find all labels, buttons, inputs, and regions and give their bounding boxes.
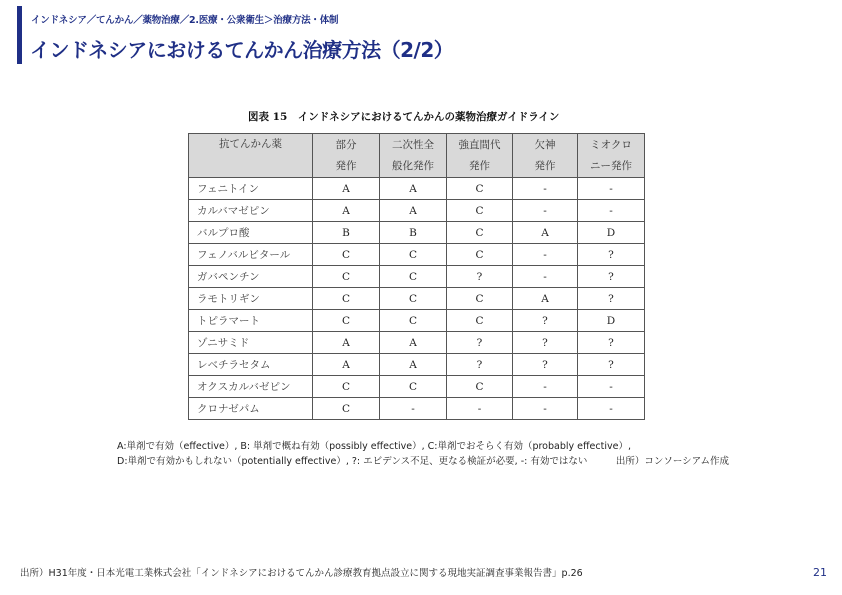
rating-cell: - [578,398,645,420]
page-number: 21 [813,566,827,579]
rating-cell: C [380,266,447,288]
breadcrumb: インドネシア／てんかん／薬物治療／2.医療・公衆衛生＞治療方法・体制 [31,15,339,26]
rating-cell: - [513,178,578,200]
rating-cell: D [578,310,645,332]
rating-cell: B [313,222,380,244]
rating-cell: A [380,354,447,376]
rating-cell: C [313,266,380,288]
rating-cell: C [313,398,380,420]
drug-name-cell: トピラマート [189,310,313,332]
table-row [189,398,645,420]
rating-cell: - [513,244,578,266]
column-header-line-1: 抗てんかん薬 [219,138,282,150]
column-header-line-2: 発作 [469,159,490,172]
rating-cell: ? [447,332,513,354]
footer-source: 出所）H31年度・日本光電工業株式会社「インドネシアにおけるてんかん診療教育拠点設立に関する現地実証調査事業報告書」p.26 [20,568,583,579]
column-header-line-1: 二次性全 [392,138,434,151]
rating-cell: C [447,288,513,310]
legend-note [117,439,777,469]
table-body [189,178,645,420]
column-header-line-1: 強直間代 [458,138,501,151]
drug-name-cell: クロナゼパム [189,398,313,420]
rating-cell: C [447,222,513,244]
drug-name-cell: ガバペンチン [189,266,313,288]
rating-cell: ? [578,244,645,266]
rating-cell: A [513,222,578,244]
rating-cell: C [313,288,380,310]
table-row [189,332,645,354]
rating-cell: C [313,310,380,332]
rating-cell: C [447,310,513,332]
drug-name-cell: フェノバルビタール [189,244,313,266]
rating-cell: A [313,200,380,222]
column-header-drug [189,134,313,178]
rating-cell: - [513,398,578,420]
rating-cell: - [447,398,513,420]
column-header-line-2: 発作 [335,159,357,172]
rating-cell: - [578,200,645,222]
rating-cell: A [380,332,447,354]
table-header-row [189,134,645,178]
column-header-line-2: 発作 [534,159,556,172]
rating-cell: C [447,200,513,222]
drug-name-cell: レベチラセタム [189,354,313,376]
column-header-line-1: 欠神 [534,138,556,151]
rating-cell: ? [513,332,578,354]
rating-cell: - [513,376,578,398]
table-row [189,354,645,376]
rating-cell: C [313,376,380,398]
rating-cell: ? [513,354,578,376]
drug-name-cell: オクスカルバゼピン [189,376,313,398]
rating-cell: - [578,376,645,398]
rating-cell: A [313,178,380,200]
rating-cell: C [313,244,380,266]
column-header-line-1: 部分 [335,138,357,151]
rating-cell: C [447,178,513,200]
rating-cell: A [513,288,578,310]
title-accent-bar [17,6,22,64]
page-title: インドネシアにおけるてんかん治療方法（2/2） [30,38,454,62]
rating-cell: ? [578,354,645,376]
rating-cell: - [513,266,578,288]
rating-cell: C [380,376,447,398]
rating-cell: C [447,376,513,398]
rating-cell: ? [578,332,645,354]
rating-cell: C [380,244,447,266]
table-row [189,310,645,332]
rating-cell: C [380,288,447,310]
column-header-line-2: 般化発作 [392,159,434,172]
rating-cell: A [313,354,380,376]
table-row [189,244,645,266]
drug-guideline-table [188,133,645,420]
column-header [380,134,447,178]
rating-cell: C [447,244,513,266]
column-header [313,134,380,178]
rating-cell: D [578,222,645,244]
drug-name-cell: バルプロ酸 [189,222,313,244]
rating-cell: B [380,222,447,244]
drug-name-cell: フェニトイン [189,178,313,200]
table-row [189,200,645,222]
table-row [189,266,645,288]
rating-cell: - [513,200,578,222]
table-row [189,178,645,200]
legend-line-2: D:単剤で有効かもしれない（potentially effective）, ?: エビデンス不足、更なる検証が必要, -: 有効ではない 出所）コンソーシアム作成 [117,456,730,467]
legend-line-1: A:単剤で有効（effective）, B: 単剤で概ね有効（possibly effective）, C:単剤でおそらく有効（probably effective）, [117,441,631,452]
column-header [513,134,578,178]
rating-cell: - [380,398,447,420]
table-row [189,376,645,398]
rating-cell: A [313,332,380,354]
rating-cell: ? [578,266,645,288]
column-header-line-1: ミオクロ [590,138,632,151]
column-header [447,134,513,178]
column-header [578,134,645,178]
rating-cell: ? [513,310,578,332]
drug-name-cell: ラモトリギン [189,288,313,310]
rating-cell: ? [578,288,645,310]
drug-name-cell: カルバマゼピン [189,200,313,222]
rating-cell: ? [447,354,513,376]
drug-name-cell: ゾニサミド [189,332,313,354]
rating-cell: C [380,310,447,332]
figure-caption: 図表 15 インドネシアにおけるてんかんの薬物治療ガイドライン [248,111,560,123]
rating-cell: A [380,178,447,200]
rating-cell: - [578,178,645,200]
table-header [189,134,645,178]
table-row [189,288,645,310]
rating-cell: ? [447,266,513,288]
rating-cell: A [380,200,447,222]
column-header-line-2: ニー発作 [590,159,632,172]
table-row [189,222,645,244]
